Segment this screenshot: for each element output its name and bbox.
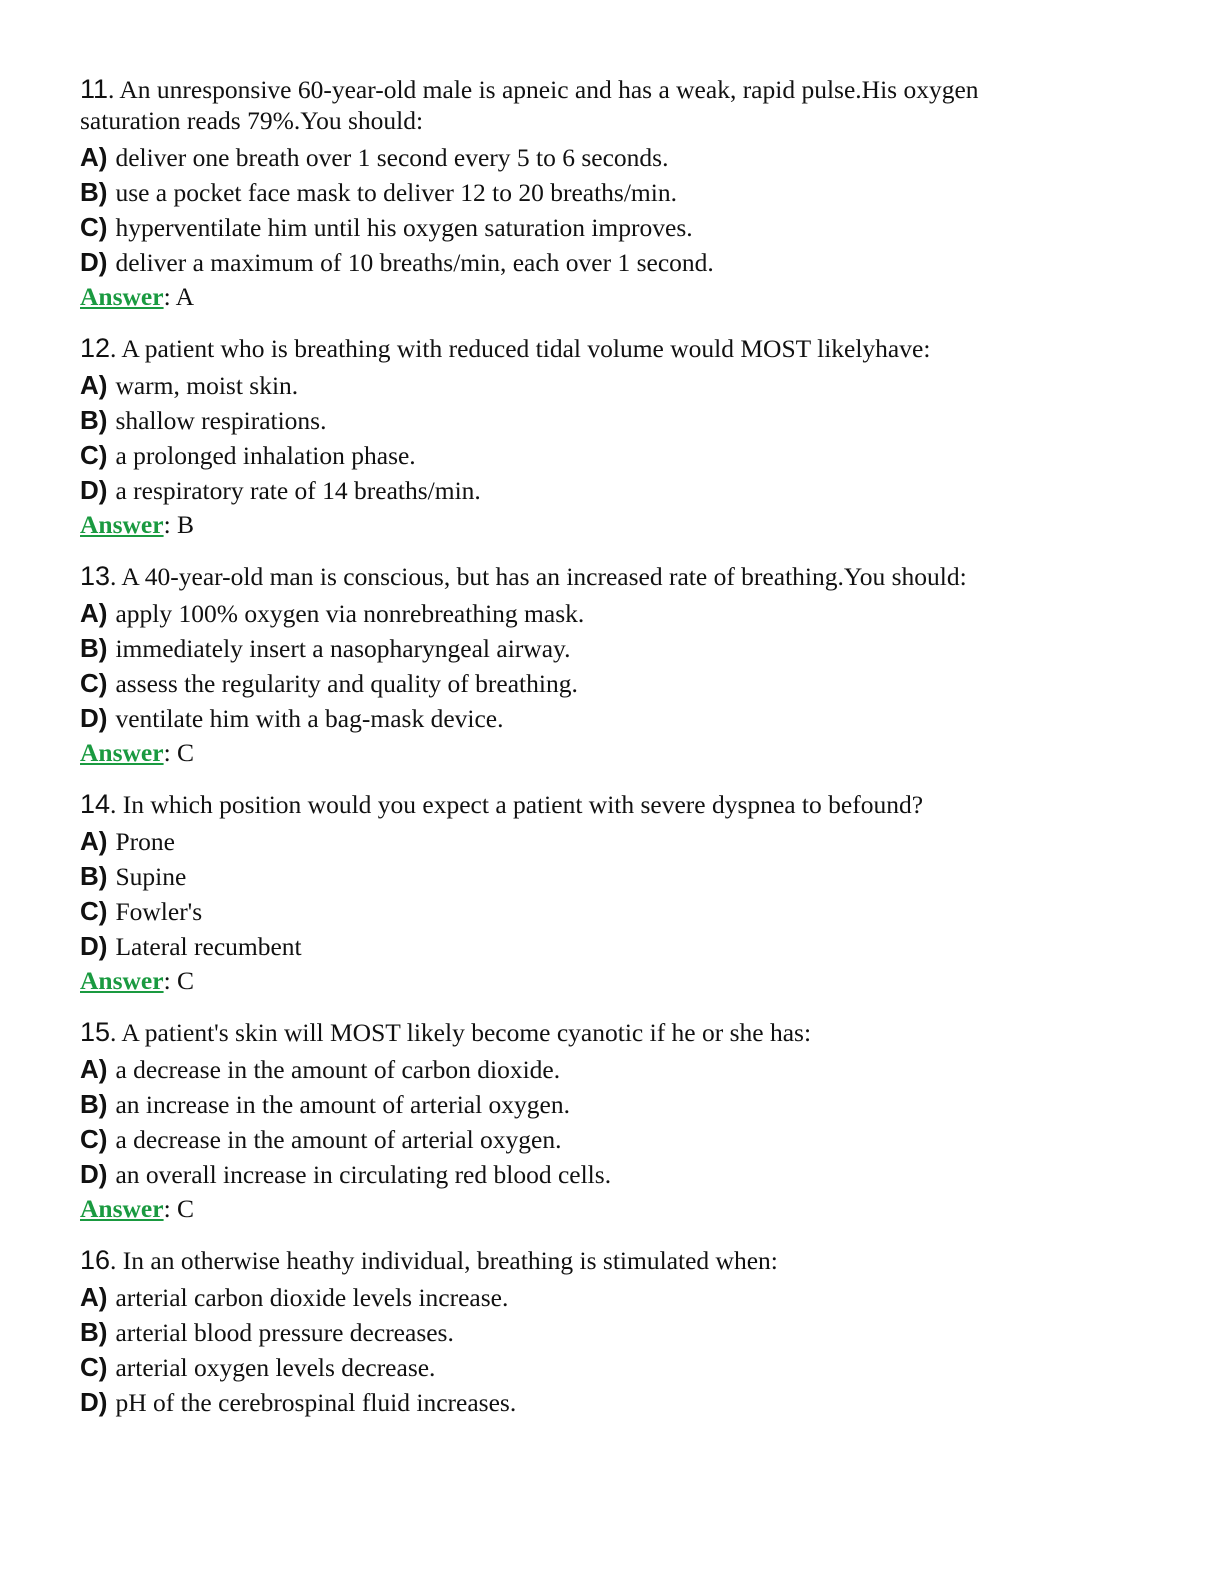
option-label: D) (80, 475, 108, 505)
question-stem (80, 1017, 1160, 1048)
option-d (80, 1157, 1160, 1192)
option-c (80, 1350, 1160, 1385)
option-label: D) (80, 703, 108, 733)
answer-colon: : (163, 510, 178, 539)
option-text: deliver one breath over 1 second every 5 to 6 seconds. (115, 143, 669, 172)
answer-value: C (177, 966, 195, 995)
answer-value: B (177, 510, 195, 539)
option-d (80, 473, 1160, 508)
stem-separator: . (110, 1246, 123, 1275)
option-text: hyperventilate him until his oxygen saturation improves. (115, 213, 693, 242)
question-number: 14 (80, 789, 111, 819)
option-text: ventilate him with a bag-mask device. (115, 704, 504, 733)
question-15 (80, 1017, 1160, 1225)
option-label: D) (80, 931, 108, 961)
option-a (80, 368, 1160, 403)
question-13 (80, 561, 1160, 769)
question-number: 11 (80, 74, 109, 104)
option-b (80, 631, 1160, 666)
stem-separator: . (108, 75, 120, 104)
answer-value: C (177, 738, 195, 767)
option-label: D) (80, 1159, 108, 1189)
answer-colon: : (163, 738, 178, 767)
option-b (80, 175, 1160, 210)
option-d (80, 1385, 1160, 1420)
answer-link[interactable]: Answer (80, 966, 164, 995)
question-16 (80, 1245, 1160, 1420)
option-c (80, 438, 1160, 473)
option-label: A) (80, 598, 108, 628)
question-14 (80, 789, 1160, 997)
option-text: arterial oxygen levels decrease. (115, 1353, 436, 1382)
option-label: A) (80, 1054, 108, 1084)
stem-separator: . (110, 334, 122, 363)
answer-line (80, 1192, 1160, 1225)
answer-value: C (177, 1194, 195, 1223)
answer-link[interactable]: Answer (80, 282, 164, 311)
option-label: C) (80, 1124, 108, 1154)
option-text: immediately insert a nasopharyngeal airway. (115, 634, 571, 663)
question-page (80, 74, 1160, 1440)
option-text: a respiratory rate of 14 breaths/min. (115, 476, 481, 505)
question-number: 13 (80, 561, 111, 591)
stem-text-continued: saturation reads 79%.You should: (80, 106, 424, 135)
option-text: use a pocket face mask to deliver 12 to 20 breaths/min. (115, 178, 677, 207)
question-12 (80, 333, 1160, 541)
question-stem (80, 74, 1160, 136)
stem-text: A 40-year-old man is conscious, but has an increased rate of breathing.You should: (121, 562, 967, 591)
option-label: B) (80, 1089, 108, 1119)
answer-link[interactable]: Answer (80, 1194, 164, 1223)
question-stem (80, 561, 1160, 592)
option-text: shallow respirations. (115, 406, 327, 435)
question-number: 16 (80, 1245, 111, 1275)
answer-colon: : (163, 966, 178, 995)
answer-value: A (175, 282, 195, 311)
answer-link[interactable]: Answer (80, 510, 164, 539)
question-number: 15 (80, 1017, 111, 1047)
answer-colon: : (163, 282, 176, 311)
option-label: C) (80, 896, 108, 926)
option-a (80, 824, 1160, 859)
option-a (80, 140, 1160, 175)
option-text: warm, moist skin. (115, 371, 299, 400)
answer-line (80, 736, 1160, 769)
stem-text: In an otherwise heathy individual, breathing is stimulated when: (122, 1246, 778, 1275)
stem-text: A patient who is breathing with reduced tidal volume would MOST likelyhave: (121, 334, 931, 363)
option-label: C) (80, 212, 108, 242)
option-b (80, 1315, 1160, 1350)
option-a (80, 1280, 1160, 1315)
option-d (80, 929, 1160, 964)
option-label: D) (80, 247, 108, 277)
stem-separator: . (110, 790, 123, 819)
option-label: C) (80, 1352, 108, 1382)
option-label: B) (80, 177, 108, 207)
option-label: A) (80, 826, 108, 856)
option-b (80, 1087, 1160, 1122)
option-text: assess the regularity and quality of breathing. (115, 669, 578, 698)
option-text: arterial carbon dioxide levels increase. (115, 1283, 509, 1312)
option-d (80, 701, 1160, 736)
option-text: Lateral recumbent (115, 932, 302, 961)
option-label: A) (80, 370, 108, 400)
stem-text: In which position would you expect a patient with severe dyspnea to befound? (122, 790, 924, 819)
answer-line (80, 508, 1160, 541)
option-text: Fowler's (115, 897, 203, 926)
option-text: a prolonged inhalation phase. (115, 441, 416, 470)
option-label: C) (80, 668, 108, 698)
option-label: B) (80, 633, 108, 663)
option-text: Prone (115, 827, 175, 856)
stem-separator: . (110, 1018, 122, 1047)
option-d (80, 245, 1160, 280)
option-text: an increase in the amount of arterial oxygen. (115, 1090, 571, 1119)
answer-link[interactable]: Answer (80, 738, 164, 767)
option-label: B) (80, 861, 108, 891)
answer-line (80, 280, 1160, 313)
option-label: C) (80, 440, 108, 470)
option-text: deliver a maximum of 10 breaths/min, each over 1 second. (115, 248, 714, 277)
option-c (80, 1122, 1160, 1157)
option-label: D) (80, 1387, 108, 1417)
option-label: B) (80, 405, 108, 435)
option-text: Supine (115, 862, 187, 891)
option-b (80, 859, 1160, 894)
stem-text: A patient's skin will MOST likely become cyanotic if he or she has: (121, 1018, 812, 1047)
option-a (80, 1052, 1160, 1087)
stem-separator: . (110, 562, 122, 591)
stem-text: An unresponsive 60-year-old male is apneic and has a weak, rapid pulse.His oxygen (119, 75, 979, 104)
option-label: B) (80, 1317, 108, 1347)
option-b (80, 403, 1160, 438)
option-text: a decrease in the amount of carbon dioxide. (115, 1055, 561, 1084)
option-text: apply 100% oxygen via nonrebreathing mask. (115, 599, 585, 628)
option-c (80, 210, 1160, 245)
option-c (80, 666, 1160, 701)
option-a (80, 596, 1160, 631)
question-number: 12 (80, 333, 111, 363)
question-stem (80, 333, 1160, 364)
question-stem (80, 789, 1160, 820)
option-text: arterial blood pressure decreases. (115, 1318, 454, 1347)
option-c (80, 894, 1160, 929)
option-label: A) (80, 1282, 108, 1312)
answer-line (80, 964, 1160, 997)
option-text: a decrease in the amount of arterial oxygen. (115, 1125, 562, 1154)
question-11 (80, 74, 1160, 313)
option-text: an overall increase in circulating red blood cells. (115, 1160, 612, 1189)
option-label: A) (80, 142, 108, 172)
option-text: pH of the cerebrospinal fluid increases. (115, 1388, 517, 1417)
question-stem (80, 1245, 1160, 1276)
answer-colon: : (163, 1194, 178, 1223)
